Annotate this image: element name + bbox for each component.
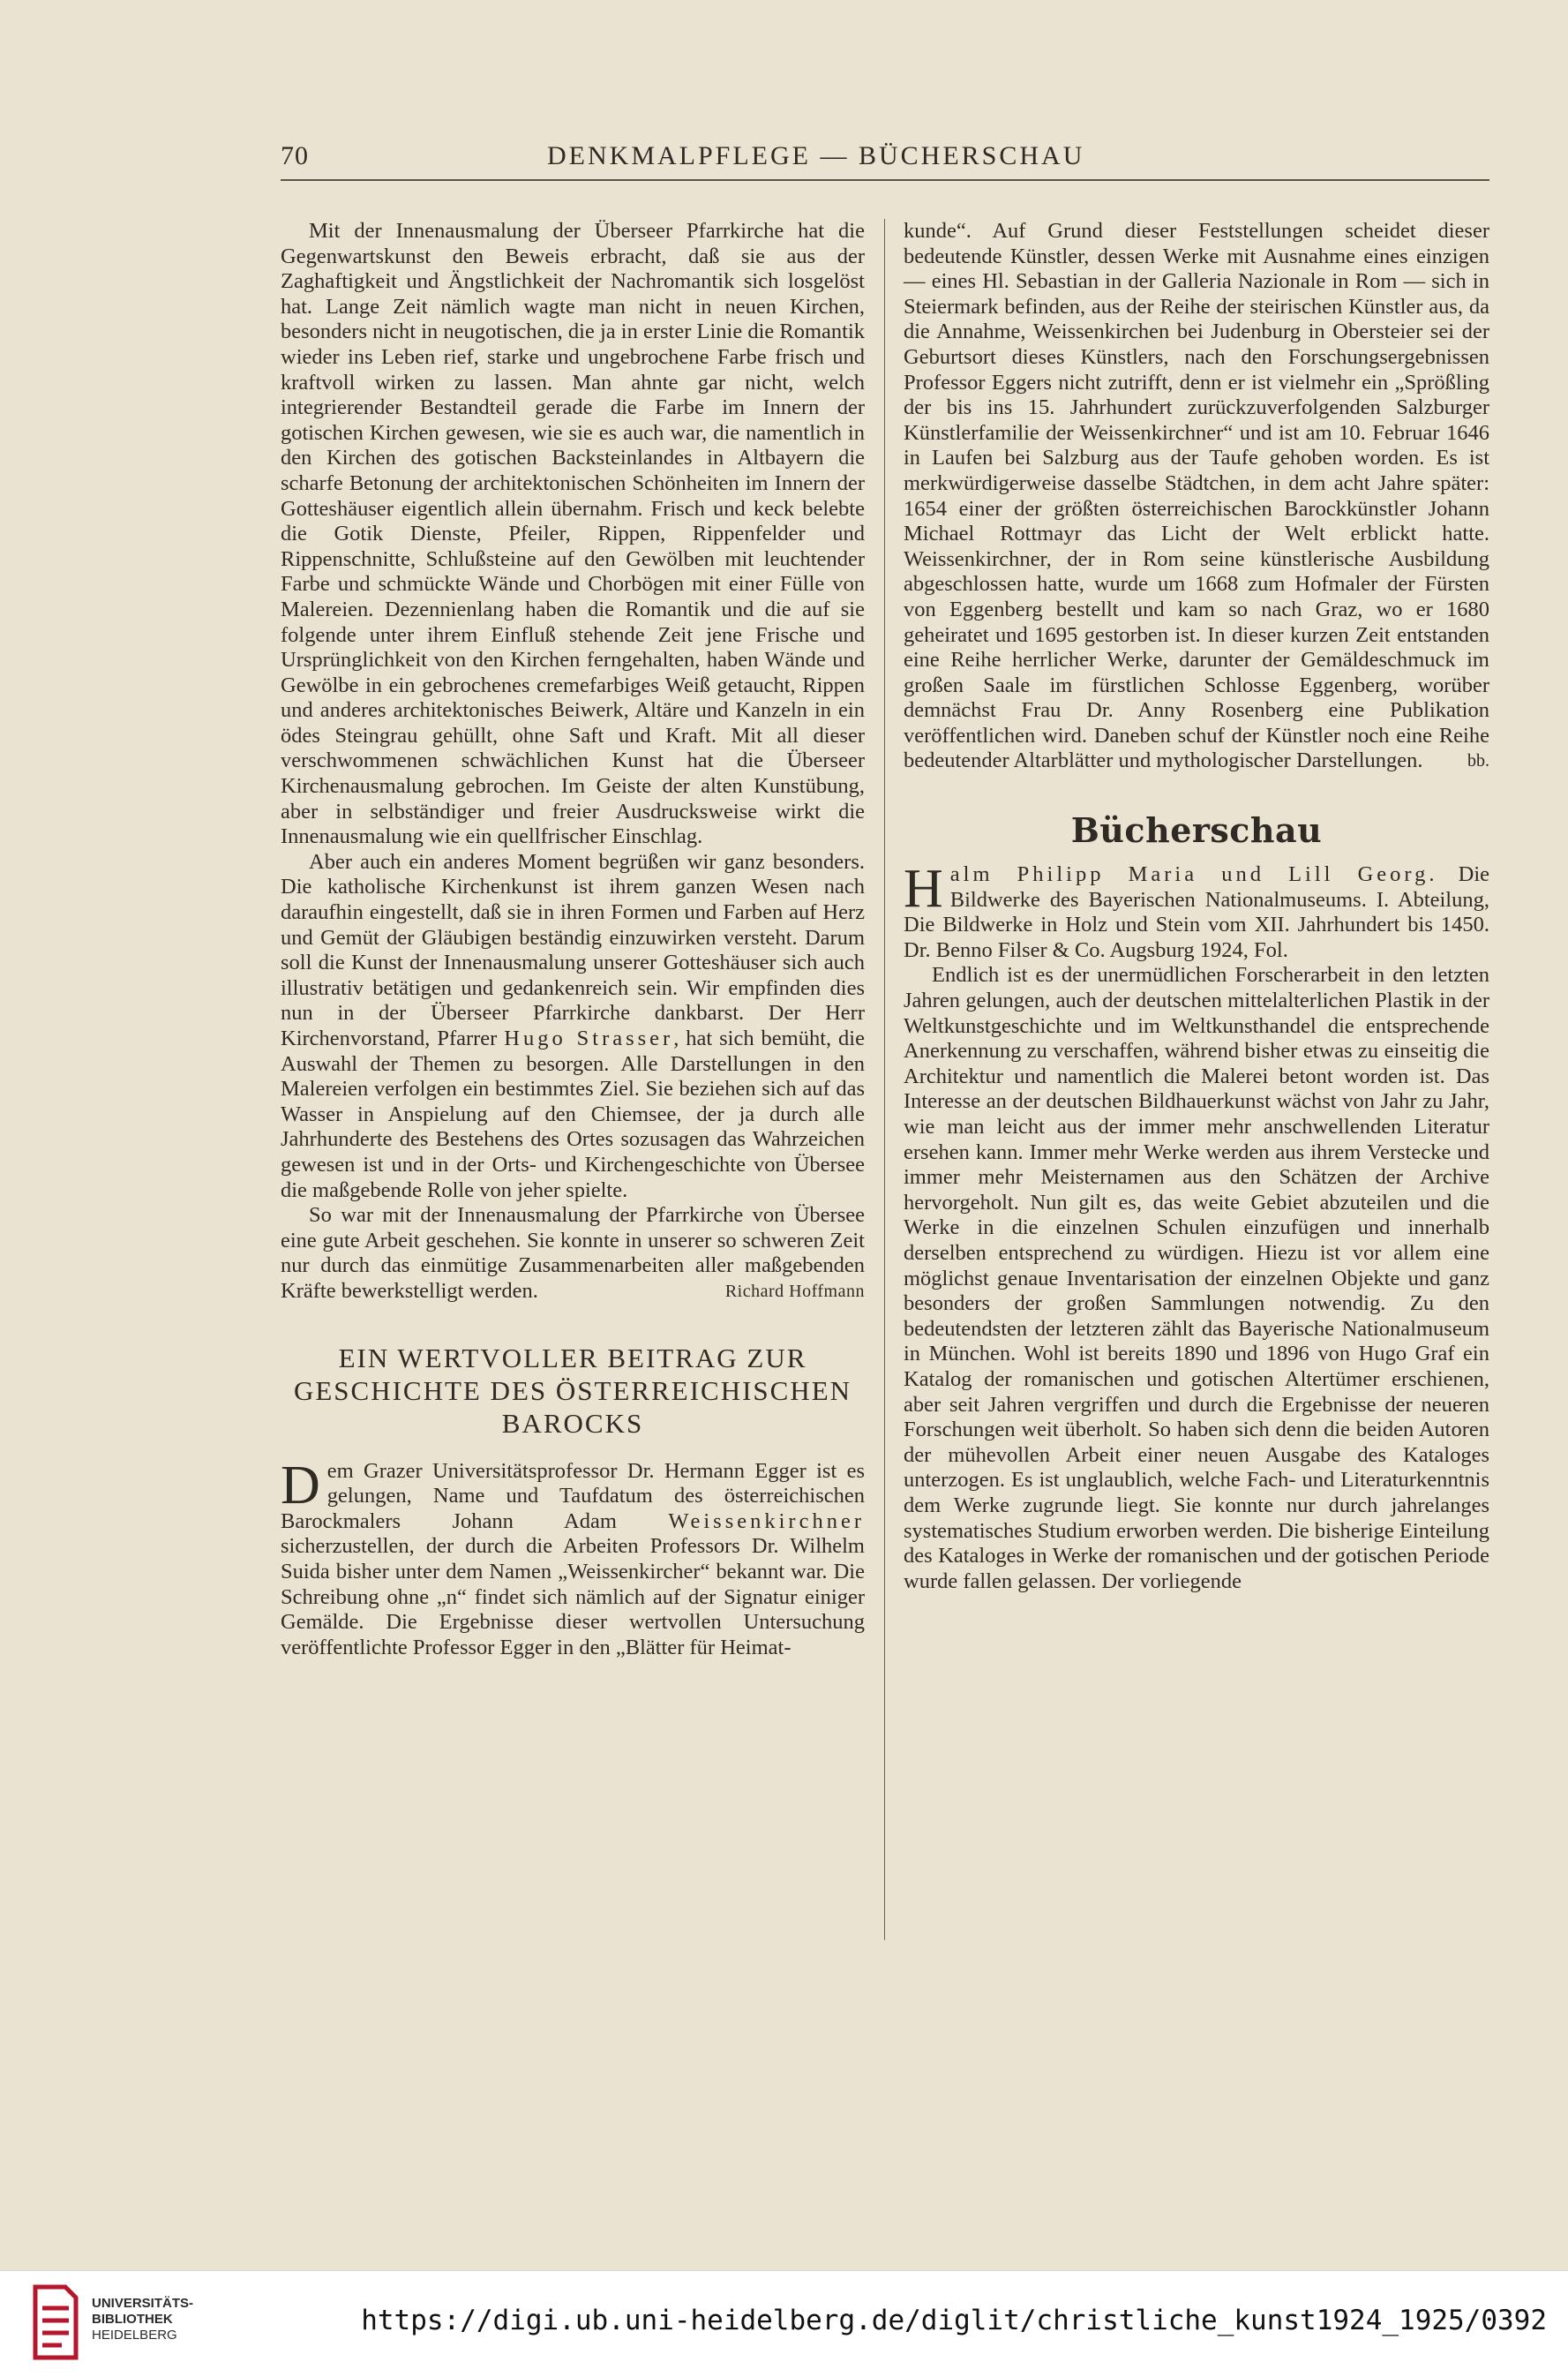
page-number: 70 (281, 141, 309, 170)
library-logo-icon (30, 2282, 81, 2363)
paragraph-text: Aber auch ein anderes Moment begrüßen wir ganz besonders. Die katholische Kirchenkunst ist ihrem ganzen Wesen nach daraufhin eingestellt, daß sie in ihren Formen und Farben auf Herz und Gemüt der Gläubigen beständig einzuwirken versteht. Darum soll die Kunst der Innenausmalung unserer Gotteshäuser sich auch illustrativ betätigen und gedankenreich sein. Wir empfinden dies nun in der Überseer Pfarrkirche dankbarst. Der Herr Kirchenvorstand, Pfarrer (281, 849, 865, 1050)
drop-cap: H (904, 859, 943, 920)
paragraph: Endlich ist es der unermüdlichen Forscherarbeit in den letzten Jahren gelungen, auch der deutschen mittelalterlichen Plastik in der Weltkunstgeschichte und im Weltkunsthandel die entsprechende Anerkennung zu verschaffen, während bisher etwas zu einseitig die Architektur und namentlich die Malerei betont worden ist. Das Interesse an der deutschen Bildhauerkunst wächst von Jahr zu Jahr, wie man leicht aus der immer mehr anschwellenden Literatur ersehen kann. Immer mehr Werke werden aus ihrem Verstecke und immer mehr Meisternamen aus den Schätzen der Archive hervorgeholt. Nun gilt es, das weite Gebiet abzuteilen und die Werke in die einzelnen Schulen einzufügen und innerhalb derselben entsprechend zu würdigen. Hiezu ist vor allem eine möglichst genaue Inventarisation der einzelnen Objekte und ganz besonders der großen Sammlungen notwendig. Zu den bedeutendsten der letzteren zählt das Bayerische Nationalmuseum in München. Wohl ist bereits 1890 und 1896 von Hugo Graf ein Katalog der romanischen und gotischen Altertümer erschienen, aber seit Jahren vergriffen und durch die Ergebnisse der neueren Forschungen weit überholt. So haben sich denn die beiden Autoren der mühevollen Arbeit einer neuen Ausgabe des Kataloges unterzogen. Es ist unglaublich, welche Fach- und Literaturkenntnis dem Werke zugrunde liegt. Sie konnte nur durch jahrelanges systematisches Studium erworben werden. Die bisherige Einteilung des Kataloges in Werke der romanischen und der gotischen Periode wurde fallen gelassen. Der vorliegende (904, 963, 1489, 1593)
library-name-line: BIBLIOTHEK (92, 2312, 173, 2327)
author-signature: Richard Hoffmann (724, 1281, 865, 1301)
paragraph (281, 1455, 865, 1661)
paragraph-text: , hat sich bemüht, die Auswahl der Themen zu besorgen. Alle Darstellungen in den Malereien verfolgen ein bestimmtes Ziel. Sie beziehen sich auf das Wasser in Anspielung auf den Chiemsee, der ja durch alle Jahrhunderte des Bestehens des Ortes sozusagen das Wahrzeichen gewesen ist und in der Orts- und Kirchengeschichte von Übersee die maßgebende Rolle von jeher spielte. (281, 1027, 865, 1202)
book-details: Die Bildwerke des Bayerischen Nationalmuseums. I. Abteilung, Die Bildwerke in Holz und Stein vom XII. Jahrhundert bis 1450. Dr. Benno Filser & Co. Augsburg 1924, Fol. (904, 862, 1490, 962)
book-authors: alm Philipp Maria und Lill Georg. (949, 862, 1438, 887)
bibliography-entry (904, 859, 1490, 963)
header-rule (281, 179, 1489, 181)
drop-cap: D (281, 1455, 320, 1516)
person-name: Weissenkirchner (668, 1508, 865, 1533)
right-column (904, 219, 1489, 1594)
column-divider (884, 219, 885, 1940)
paragraph-text: So war mit der Innenausmalung der Pfarrkirche von Übersee eine gute Arbeit geschehen. Sie konnte in unserer so schweren Zeit nur durch das einmütige Zusammenarbeiten aller maßgebenden Kräfte bewerkstelligt werden. (281, 1203, 865, 1303)
article-heading: EIN WERTVOLLER BEITRAG ZUR GESCHICHTE DES ÖSTERREICHISCHEN BAROCKS (293, 1342, 852, 1439)
paragraph-text: em Grazer Universitätsprofessor Dr. Hermann Egger ist es gelungen, Name und Taufdatum des österreichischen Barockmalers Johann Adam (281, 1458, 865, 1533)
viewer-footer (0, 2270, 1568, 2377)
author-initials: bb. (1467, 751, 1489, 771)
paragraph (281, 850, 865, 1203)
paragraph (904, 219, 1489, 774)
paragraph-text: kunde“. Auf Grund dieser Feststellungen scheidet dieser bedeutende Künstler, dessen Werke mit Ausnahme eines einzigen — eines Hl. Sebastian in der Galleria Nazionale in Rom — sich in Steiermark befinden, aus der Reihe der steirischen Künstler aus, da die Annahme, Weissenkirchen bei Judenburg in Obersteier sei der Geburtsort dieses Künstlers, nach den Forschungsergebnissen Professor Eggers nicht zutrifft, denn er ist vielmehr ein „Sprößling der bis ins 15. Jahrhundert zurückzuverfolgenden Salzburger Künstlerfamilie der Weissenkirchner“ und ist am 10. Februar 1646 in Laufen bei Salzburg aus der Taufe gehoben worden. Es ist merkwürdigerweise dasselbe Städtchen, in dem acht Jahre später: 1654 einer der größten österreichischen Barockkünstler Johann Michael Rottmayr das Licht der Welt erblickt hatte. Weissenkirchner, der in Rom seine künstlerische Ausbildung abgeschlossen hatte, wurde um 1668 zum Hofmaler der Fürsten von Eggenberg bestellt und kam so nach Graz, wo er 1680 geheiratet und 1695 gestorben ist. In dieser kurzen Zeit entstanden eine Reihe herrlicher Werke, darunter der Gemäldeschmuck im großen Saale im fürstlichen Schlosse Eggenberg, worüber demnächst Frau Dr. Anny Rosenberg eine Publikation veröffentlichen wird. Daneben schuf der Künstler noch eine Reihe bedeutender Altarblätter und mythologischer Darstellungen. (904, 219, 1489, 773)
paragraph: Mit der Innenausmalung der Überseer Pfarrkirche hat die Gegenwartskunst den Beweis erbracht, daß sie aus der Zaghaftigkeit und Ängstlichkeit der Nachromantik sich losgelöst hat. Lange Zeit nämlich wagte man nicht in neuen Kirchen, besonders nicht in neugotischen, die ja in erster Linie die Romantik wieder ins Leben rief, starke und ungebrochene Farbe frisch und kraftvoll wirken zu lassen. Man ahnte gar nicht, welch integrierender Bestandteil gerade die Farbe im Innern der gotischen Kirchen gewesen, wie sie es auch war, die namentlich in den Kirchen des gotischen Backsteinlandes in Altbayern die scharfe Betonung der architektonischen Schönheiten im Innern der Gotteshäuser eigentlich allein übernahm. Frisch und keck belebte die Gotik Dienste, Pfeiler, Rippen, Rippenfelder und Rippenschnitte, Schlußsteine auf den Gewölben mit leuchtender Farbe und schmückte Wände und Chorbögen mit einer Fülle von Malereien. Dezennienlang haben die Romantik und die auf sie folgende unter ihrem Einfluß stehende Zeit jene Frische und Ursprünglichkeit von den Kirchen ferngehalten, haben Wände und Gewölbe in ein gebrochenes cremefarbiges Weiß getaucht, Rippen und anderes architektonisches Beiwerk, Altäre und Kanzeln in ein ödes Steingrau gehüllt, ohne Saft und Kraft. Mit all dieser verschwommenen schwächlichen Kunst hat die Überseer Kirchenausmalung gebrochen. Im Geiste der alten Kunstübung, aber in selbständiger und freier Ausdrucksweise wirkt die Innenausmalung wie ein quellfrischer Einschlag. (281, 219, 866, 849)
library-city: HEIDELBERG (92, 2328, 177, 2343)
library-name-line: UNIVERSITÄTS- (92, 2296, 194, 2311)
paragraph-text: sicherzustellen, der durch die Arbeiten Professors Dr. Wilhelm Suida bisher unter dem Namen „Weissenkircher“ bekannt war. Die Schreibung ohne „n“ findet sich nämlich auf der Signatur einiger Gemälde. Die Ergebnisse dieser wertvollen Untersuchung veröffentlichte Professor Egger in den „Blätter für Heimat- (281, 1534, 865, 1659)
paragraph (281, 1203, 865, 1304)
left-column (281, 219, 865, 1660)
library-name (92, 2296, 193, 2343)
person-name: Hugo Strasser (504, 1027, 674, 1050)
permalink-url[interactable]: https://digi.ub.uni-heidelberg.de/diglit/christliche_kunst1924_1925/0392 (361, 2305, 1547, 2336)
running-head: DENKMALPFLEGE — BÜCHERSCHAU (547, 141, 1085, 170)
section-title: Bücherschau (1070, 810, 1323, 851)
